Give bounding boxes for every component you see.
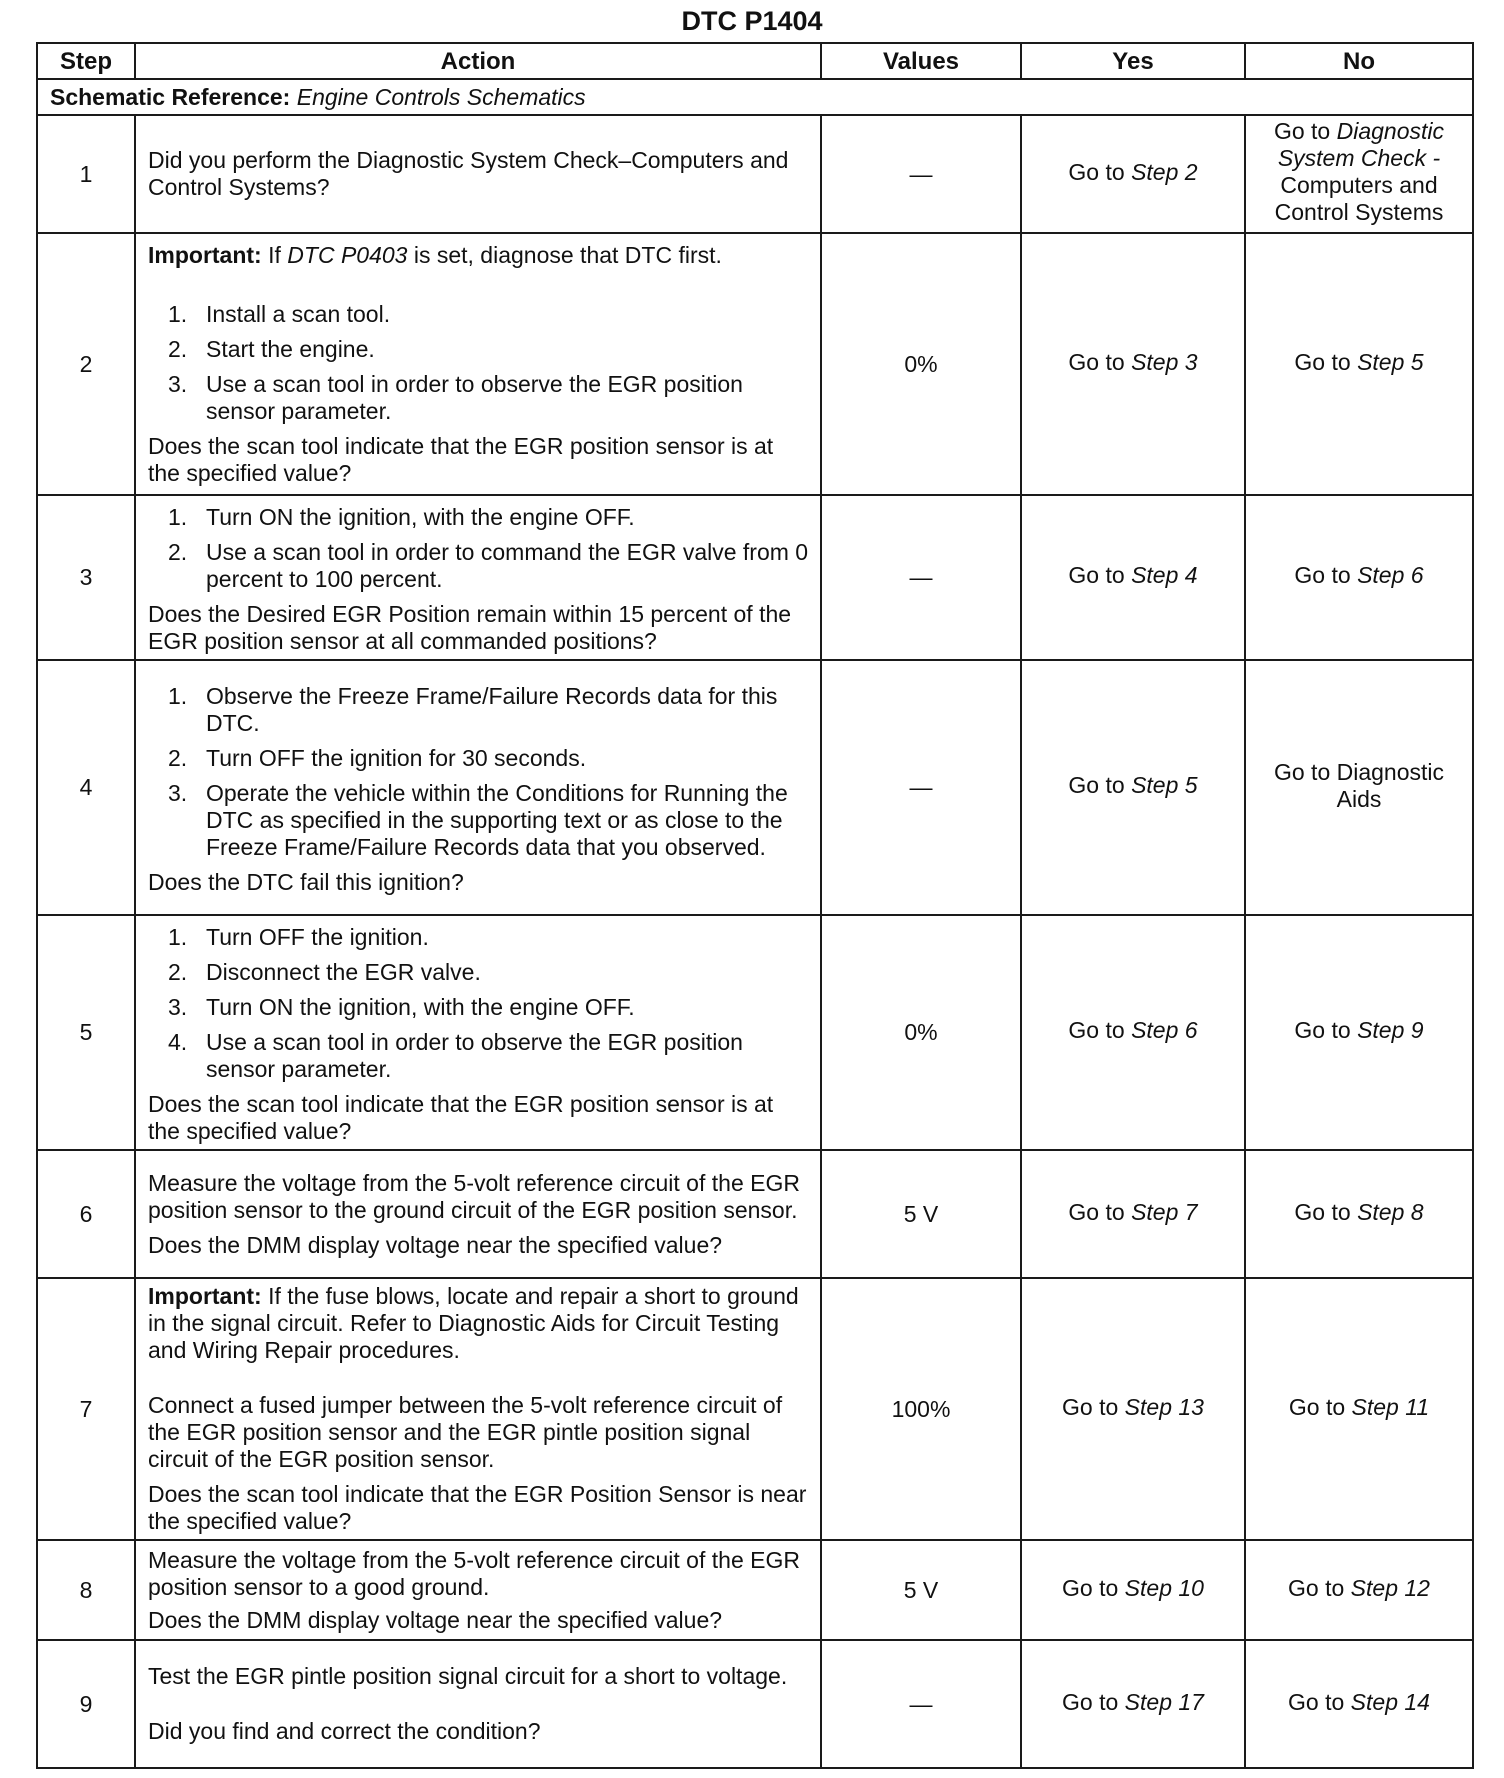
schematic-link[interactable]: Engine Controls Schematics — [296, 83, 586, 110]
yes-prefix: Go to — [1068, 1198, 1132, 1225]
important-label: Important: — [148, 241, 262, 268]
action-question: Does the DMM display voltage near the specified value? — [148, 1231, 723, 1258]
item-number: 1. — [168, 300, 188, 327]
item-text: Turn OFF the ignition. — [206, 924, 429, 950]
item-text: Install a scan tool. — [206, 300, 391, 327]
item-number: 2. — [168, 959, 188, 985]
schematic-reference — [37, 79, 1473, 115]
item-text: Use a scan tool in order to observe the EGR position sensor parameter. — [206, 1029, 743, 1082]
yes-prefix: Go to — [1068, 772, 1132, 798]
step-number: 6 — [37, 1150, 135, 1278]
action-cell — [135, 1540, 821, 1640]
action-question: Did you find and correct the condition? — [148, 1718, 541, 1744]
value-cell: — — [821, 660, 1021, 915]
table-row — [37, 915, 1473, 1150]
action-question: Does the scan tool indicate that the EGR Position Sensor is near the specified value? — [148, 1481, 807, 1534]
instruction-list — [148, 504, 810, 593]
no-prefix: Go to — [1294, 348, 1358, 375]
action-intro: Test the EGR pintle position signal circuit for a short to voltage. — [148, 1663, 788, 1689]
document-title: DTC P1404 — [681, 6, 823, 36]
step-number: 8 — [37, 1540, 135, 1640]
no-prefix: Go to — [1294, 1017, 1358, 1043]
list-item — [148, 683, 810, 737]
table-row — [37, 1640, 1473, 1768]
value-cell: 5 V — [821, 1540, 1021, 1640]
list-item — [148, 959, 810, 986]
yes-cell — [1021, 660, 1245, 915]
yes-prefix: Go to — [1062, 1393, 1125, 1420]
item-number: 2. — [168, 745, 188, 771]
no-link[interactable]: Step 12 — [1350, 1574, 1430, 1601]
list-item — [148, 504, 810, 531]
no-prefix: Go to — [1288, 1688, 1351, 1715]
yes-link[interactable]: Step 13 — [1124, 1393, 1204, 1420]
item-text: Start the engine. — [206, 335, 375, 362]
important-text: is set, diagnose that DTC first. — [407, 241, 722, 268]
yes-link[interactable]: Step 7 — [1131, 1198, 1198, 1225]
action-cell — [135, 1150, 821, 1278]
item-number: 3. — [168, 994, 188, 1020]
action-intro: Measure the voltage from the 5-volt reference circuit of the EGR position sensor to a good ground. — [148, 1546, 800, 1600]
no-prefix: Go to — [1294, 562, 1358, 588]
yes-prefix: Go to — [1068, 348, 1132, 375]
yes-cell — [1021, 1540, 1245, 1640]
header-step: Step — [37, 43, 135, 79]
schematic-row — [37, 79, 1473, 115]
important-label: Important: — [148, 1283, 262, 1309]
no-link[interactable]: Step 9 — [1357, 1017, 1424, 1043]
no-link[interactable]: Diagnostic System Check - — [1277, 118, 1445, 171]
list-item — [148, 539, 810, 593]
action-question: Does the scan tool indicate that the EGR position sensor is at the specified value? — [148, 432, 774, 486]
no-suffix: Computers and Control Systems — [1274, 172, 1444, 225]
yes-cell — [1021, 1150, 1245, 1278]
action-cell — [135, 1640, 821, 1768]
no-prefix: Go to — [1288, 1393, 1352, 1420]
no-link[interactable]: Step 8 — [1357, 1198, 1424, 1225]
item-text: Observe the Freeze Frame/Failure Records data for this DTC. — [206, 683, 778, 736]
item-number: 1. — [168, 924, 188, 950]
item-text: Turn ON the ignition, with the engine OFF. — [206, 504, 635, 530]
no-cell — [1245, 1278, 1473, 1540]
action-question: Does the Desired EGR Position remain within 15 percent of the EGR position sensor at all commanded positions? — [148, 601, 792, 654]
action-cell — [135, 495, 821, 660]
yes-link[interactable]: Step 6 — [1131, 1017, 1198, 1043]
list-item — [148, 924, 810, 951]
action-intro: Connect a fused jumper between the 5-volt reference circuit of the EGR position sensor and the EGR pintle position signal circuit of the EGR position sensor. — [148, 1392, 783, 1472]
no-link[interactable]: Go to Diagnostic Aids — [1273, 758, 1445, 812]
action-question: Does the scan tool indicate that the EGR position sensor is at the specified value? — [148, 1091, 774, 1144]
no-prefix: Go to — [1273, 118, 1337, 144]
table-row — [37, 233, 1473, 495]
table-row — [37, 1150, 1473, 1278]
value-cell: — — [821, 1640, 1021, 1768]
yes-link[interactable]: Step 17 — [1124, 1688, 1204, 1715]
important-link[interactable]: DTC P0403 — [287, 241, 408, 268]
yes-link[interactable]: Step 2 — [1131, 158, 1198, 185]
action-cell — [135, 915, 821, 1150]
header-values: Values — [821, 43, 1021, 79]
diagnostic-table — [36, 42, 1474, 1769]
header-action: Action — [135, 43, 821, 79]
no-cell — [1245, 660, 1473, 915]
item-number: 1. — [168, 504, 188, 530]
yes-prefix: Go to — [1068, 158, 1132, 185]
no-link[interactable]: Step 14 — [1350, 1688, 1430, 1715]
item-number: 1. — [168, 683, 188, 709]
item-number: 2. — [168, 335, 188, 362]
action-cell — [135, 233, 821, 495]
step-number: 7 — [37, 1278, 135, 1540]
list-item — [148, 301, 810, 328]
list-item — [148, 371, 810, 425]
yes-cell — [1021, 115, 1245, 233]
item-text: Turn ON the ignition, with the engine OFF. — [206, 994, 635, 1020]
yes-link[interactable]: Step 4 — [1131, 562, 1198, 588]
item-text: Turn OFF the ignition for 30 seconds. — [206, 745, 587, 771]
item-number: 3. — [168, 370, 188, 397]
step-number: 5 — [37, 915, 135, 1150]
step-number: 9 — [37, 1640, 135, 1768]
list-item — [148, 994, 810, 1021]
instruction-list — [148, 301, 810, 425]
table-row — [37, 1540, 1473, 1640]
yes-link[interactable]: Step 5 — [1131, 772, 1198, 798]
item-number: 3. — [168, 780, 188, 806]
step-number: 4 — [37, 660, 135, 915]
instruction-list — [148, 924, 810, 1083]
yes-cell — [1021, 1640, 1245, 1768]
list-item — [148, 1029, 810, 1083]
item-number: 4. — [168, 1029, 188, 1055]
value-cell: — — [821, 115, 1021, 233]
no-cell — [1245, 1150, 1473, 1278]
list-item — [148, 336, 810, 363]
value-cell: 0% — [821, 233, 1021, 495]
no-cell — [1245, 1640, 1473, 1768]
item-text: Disconnect the EGR valve. — [206, 959, 481, 985]
list-item — [148, 745, 810, 772]
no-cell — [1245, 1540, 1473, 1640]
step-number: 2 — [37, 233, 135, 495]
header-yes: Yes — [1021, 43, 1245, 79]
no-cell — [1245, 233, 1473, 495]
yes-link[interactable]: Step 3 — [1131, 348, 1198, 375]
yes-prefix: Go to — [1068, 562, 1132, 588]
important-note — [148, 1283, 810, 1364]
yes-cell — [1021, 495, 1245, 660]
action-cell — [135, 1278, 821, 1540]
yes-link[interactable]: Step 10 — [1124, 1574, 1204, 1601]
yes-prefix: Go to — [1062, 1688, 1125, 1715]
schematic-label: Schematic Reference: — [50, 83, 291, 110]
value-cell: — — [821, 495, 1021, 660]
value-cell: 0% — [821, 915, 1021, 1150]
yes-prefix: Go to — [1068, 1017, 1132, 1043]
yes-prefix: Go to — [1062, 1574, 1125, 1601]
important-text: If — [261, 241, 288, 268]
no-cell — [1245, 495, 1473, 660]
yes-cell — [1021, 915, 1245, 1150]
step-number: 3 — [37, 495, 135, 660]
table-row — [37, 115, 1473, 233]
yes-cell — [1021, 233, 1245, 495]
action-cell — [135, 660, 821, 915]
item-text: Use a scan tool in order to command the EGR valve from 0 percent to 100 percent. — [206, 539, 809, 592]
action-question: Does the DTC fail this ignition? — [148, 869, 464, 895]
action-question: Did you perform the Diagnostic System Check–Computers and Control Systems? — [148, 147, 789, 200]
table-row — [37, 1278, 1473, 1540]
list-item — [148, 780, 810, 861]
no-cell — [1245, 915, 1473, 1150]
action-cell — [135, 115, 821, 233]
value-cell: 100% — [821, 1278, 1021, 1540]
action-intro: Measure the voltage from the 5-volt reference circuit of the EGR position sensor to the ground circuit of the EGR position sensor. — [148, 1169, 800, 1223]
instruction-list — [148, 683, 810, 861]
yes-cell — [1021, 1278, 1245, 1540]
header-no: No — [1245, 43, 1473, 79]
item-text: Operate the vehicle within the Conditions for Running the DTC as specified in the supporting text or as close to the Freeze Frame/Failure Records data that you observed. — [206, 780, 788, 860]
no-prefix: Go to — [1288, 1574, 1351, 1601]
no-link[interactable]: Step 11 — [1351, 1393, 1430, 1420]
item-text: Use a scan tool in order to observe the EGR position sensor parameter. — [206, 370, 743, 424]
no-prefix: Go to — [1294, 1198, 1358, 1225]
no-link[interactable]: Step 5 — [1357, 348, 1424, 375]
table-row — [37, 660, 1473, 915]
table-row — [37, 495, 1473, 660]
no-link[interactable]: Step 6 — [1357, 562, 1424, 588]
item-number: 2. — [168, 539, 188, 565]
important-text: If the fuse blows, locate and repair a short to ground in the signal circuit. Refer to Diagnostic Aids for Circuit Testing and Wiring Repair procedures. — [148, 1283, 799, 1363]
no-cell — [1245, 115, 1473, 233]
action-question: Does the DMM display voltage near the specified value? — [148, 1606, 723, 1633]
header-row — [37, 43, 1473, 79]
important-note — [148, 242, 810, 269]
value-cell: 5 V — [821, 1150, 1021, 1278]
step-number: 1 — [37, 115, 135, 233]
